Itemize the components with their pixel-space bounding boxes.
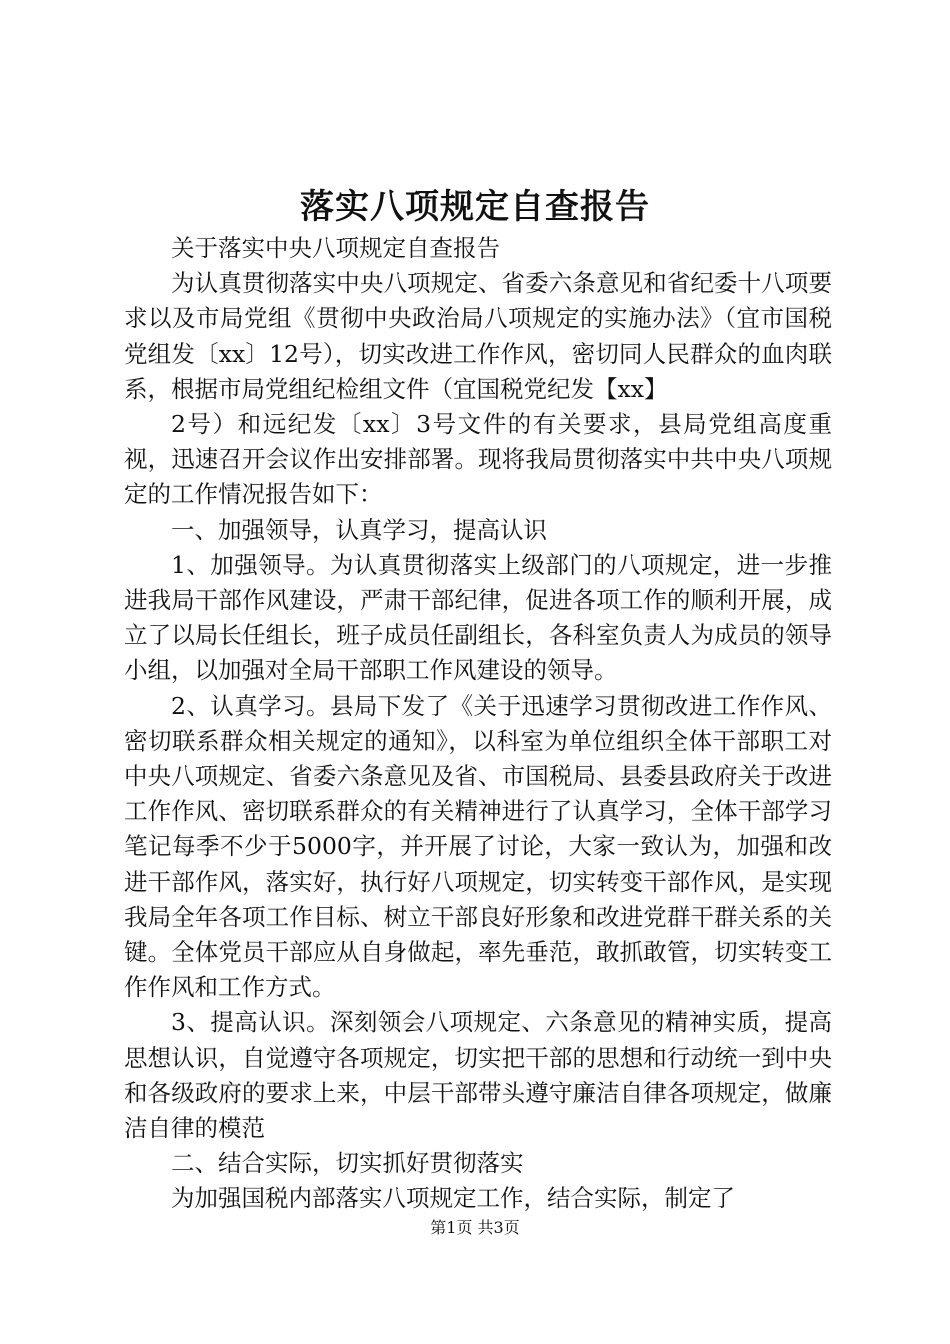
paragraph-subtitle: 关于落实中央八项规定自查报告 <box>171 234 500 262</box>
paragraph-intro: 为认真贯彻落实中央八项规定、省委六条意见和省纪委十八项要求以及市局党组《贯彻中央政治局八项规定的实施办法》（宜市国税党组发〔xx〕12号），切实改进工作作风，密切同人民群众的血肉联系，根据市局党组纪检组文件（宜国税党纪发【xx】 <box>124 269 832 403</box>
paragraph-study: 2、认真学习。县局下发了《关于迅速学习贯彻改进工作作风、密切联系群众相关规定的通知》，以科室为单位组织全体干部职工对中央八项规定、省委六条意见及省、市国税局、县委县政府关于改进工作作风、密切联系群众的有关精神进行了认真学习，全体干部学习笔记每季不少于5000字，并开展了讨论，大家一致认为，加强和改进干部作风，落实好，执行好八项规定，切实转变干部作风，是实现我局全年各项工作目标、树立干部良好形象和改进党群干群关系的关键。全体党员干部应从自身做起，率先垂范，敢抓敢管，切实转变工作作风和工作方式。 <box>124 691 832 1002</box>
section-heading-2: 二、结合实际，切实抓好贯彻落实 <box>171 1149 524 1178</box>
document-body <box>124 231 832 1217</box>
document-title: 落实八项规定自查报告 <box>300 187 650 227</box>
section-heading-1: 一、加强领导，认真学习，提高认识 <box>171 515 547 544</box>
paragraph-intro-continued: 2号）和远纪发〔xx〕3号文件的有关要求，县局党组高度重视，迅速召开会议作出安排部署。现将我局贯彻落实中共中央八项规定的工作情况报告如下： <box>124 410 832 509</box>
paragraph-leadership: 1、加强领导。为认真贯彻落实上级部门的八项规定，进一步推进我局干部作风建设，严肃干部纪律，促进各项工作的顺利开展，成立了以局长任组长，班子成员任副组长，各科室负责人为成员的领导小组，以加强对全局干部职工作风建设的领导。 <box>124 550 832 685</box>
paragraph-implementation: 为加强国税内部落实八项规定工作，结合实际，制定了 <box>171 1184 735 1213</box>
paragraph-awareness: 3、提高认识。深刻领会八项规定、六条意见的精神实质，提高思想认识，自觉遵守各项规定，切实把干部的思想和行动统一到中央和各级政府的要求上来，中层干部带头遵守廉洁自律各项规定，做廉洁自律的模范 <box>124 1008 832 1143</box>
page-footer: 第1页 共3页 <box>430 1218 520 1237</box>
